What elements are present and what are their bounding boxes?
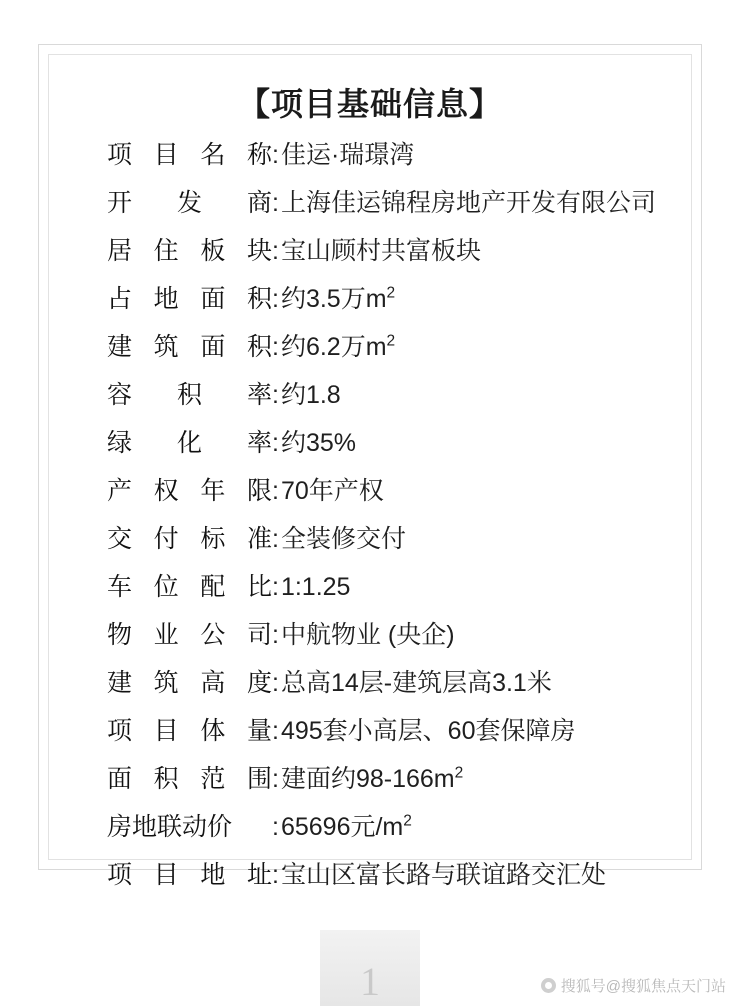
watermark-text: 搜狐号@搜狐焦点天门站: [560, 978, 726, 995]
info-row-label: 居 住 板 块: [107, 237, 272, 265]
info-row-value: 495套小高层、60套保障房: [280, 717, 576, 745]
info-row: [107, 423, 677, 471]
info-row-colon: :: [272, 333, 279, 361]
info-row: [107, 279, 677, 327]
sohu-logo-icon: [541, 978, 556, 993]
info-row-value: 约1.8: [280, 381, 341, 409]
info-row-label: 容 积 率: [107, 381, 272, 409]
info-rows: [107, 135, 677, 903]
info-row-value: 约3.5万$m^2$: [280, 284, 396, 313]
info-row-colon: :: [272, 237, 279, 265]
info-row-colon: :: [272, 141, 279, 169]
info-row: [107, 135, 677, 183]
info-row-colon: :: [272, 573, 279, 601]
info-row-label: 建 筑 高 度: [107, 669, 272, 697]
info-row-value: 70年产权: [280, 477, 384, 505]
info-row-colon: :: [272, 525, 279, 553]
info-row-value: 总高14层-建筑层高3.1米: [280, 669, 552, 697]
info-row-value: 约35%: [280, 429, 356, 457]
info-row-value: 中航物业 (央企): [280, 621, 455, 649]
info-row-value: 约6.2万$m^2$: [280, 332, 396, 361]
info-row-colon: :: [272, 621, 279, 649]
info-row-label: 占 地 面 积: [107, 285, 272, 313]
info-row-label: 产 权 年 限: [107, 477, 272, 505]
info-row-label: 项 目 地 址: [107, 861, 272, 889]
info-row: [107, 759, 677, 807]
info-card: [38, 44, 702, 889]
page-number-block: [320, 930, 420, 1006]
info-row-label: 项 目 名 称: [107, 141, 272, 169]
info-row: [107, 711, 677, 759]
info-row-label: 建 筑 面 积: [107, 333, 272, 361]
info-row-label: 交 付 标 准: [107, 525, 272, 553]
info-row: [107, 519, 677, 567]
info-row: [107, 183, 677, 231]
info-row-label: 车 位 配 比: [107, 573, 272, 601]
info-row: [107, 231, 677, 279]
info-row-colon: :: [272, 669, 279, 697]
info-row: [107, 615, 677, 663]
info-row-label: 面 积 范 围: [107, 765, 272, 793]
page-number: 1: [360, 959, 380, 1004]
info-row: [107, 327, 677, 375]
info-row-colon: :: [272, 429, 279, 457]
page-title: 【项目基础信息】: [237, 86, 502, 122]
info-row-value: 65696元$/m^2$: [280, 812, 412, 841]
info-row-value: 1:1.25: [280, 573, 351, 601]
info-row-value: 上海佳运锦程房地产开发有限公司: [280, 189, 656, 217]
info-row: [107, 471, 677, 519]
info-row-value: 宝山区富长路与联谊路交汇处: [280, 861, 606, 889]
info-row: [107, 375, 677, 423]
info-row-colon: :: [272, 861, 279, 889]
watermark: [541, 975, 726, 996]
info-row: [107, 807, 677, 855]
info-row-colon: :: [272, 477, 279, 505]
info-row-value: 建面约$98-166m^2$: [280, 764, 464, 793]
info-row-value: 全装修交付: [280, 525, 406, 553]
info-row-colon: :: [272, 765, 279, 793]
info-row: [107, 855, 677, 903]
info-row-label: 房地联动价: [107, 813, 233, 841]
info-row-value: 宝山顾村共富板块: [280, 237, 481, 265]
info-row-value: 佳运·瑞璟湾: [280, 141, 415, 169]
info-row-colon: :: [272, 189, 279, 217]
info-row: [107, 663, 677, 711]
info-row: [107, 567, 677, 615]
info-row-label: 开 发 商: [107, 189, 272, 217]
info-row-colon: :: [272, 285, 279, 313]
info-row-label: 项 目 体 量: [107, 717, 272, 745]
info-row-colon: :: [272, 381, 279, 409]
info-row-label: 绿 化 率: [107, 429, 272, 457]
info-row-colon: :: [272, 813, 279, 841]
info-row-colon: :: [272, 717, 279, 745]
info-row-label: 物 业 公 司: [107, 621, 272, 649]
